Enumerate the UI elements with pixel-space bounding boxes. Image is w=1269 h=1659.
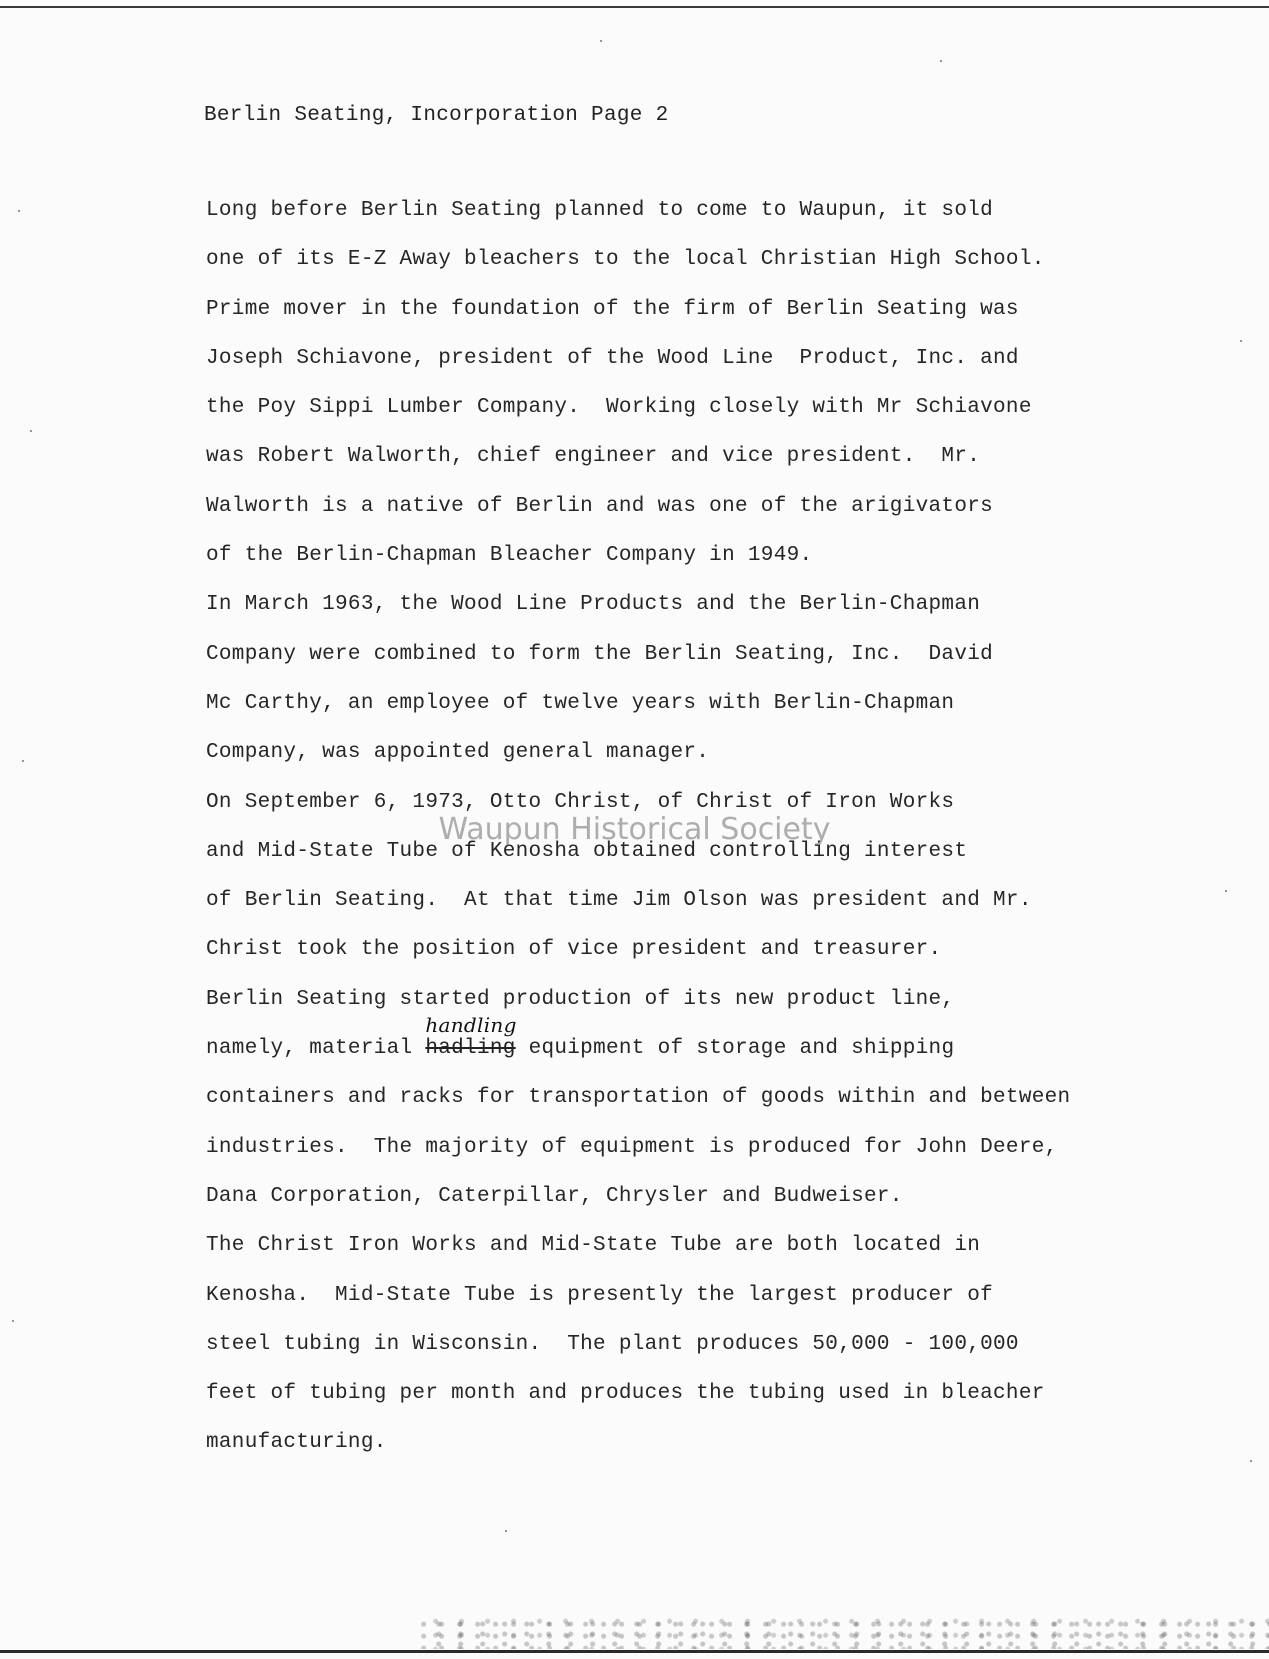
scan-speck [22, 760, 24, 762]
text-line: Prime mover in the foundation of the firm of Berlin Seating was [206, 297, 1019, 321]
line-segment-after: equipment of storage and shipping [515, 1037, 955, 1061]
top-edge-rule [0, 6, 1269, 8]
text-line: industries. The majority of equipment is produced for John Deere, [206, 1135, 1058, 1159]
text-line: Company were combined to form the Berlin Seating, Inc. David [206, 642, 994, 666]
text-line: Dana Corporation, Caterpillar, Chrysler and Budweiser. [206, 1184, 903, 1208]
text-line: Company, was appointed general manager. [206, 741, 710, 765]
text-line: manufacturing. [206, 1431, 387, 1455]
text-line: and Mid-State Tube of Kenosha obtained controlling interest [206, 839, 968, 863]
scan-speck [505, 1530, 507, 1532]
bottom-edge-rule [0, 1650, 1269, 1653]
scan-speck [1240, 340, 1242, 342]
text-line: Long before Berlin Seating planned to come to Waupun, it sold [206, 199, 994, 222]
watermark: Waupun Historical Society [438, 812, 831, 847]
handwritten-correction: handling [425, 1013, 517, 1038]
page-header: Berlin Seating, Incorporation Page 2 [204, 104, 669, 127]
scan-speck [30, 430, 32, 432]
scan-speck [1225, 890, 1227, 892]
text-line: containers and racks for transportation of goods within and between [206, 1086, 1071, 1110]
text-line: one of its E-Z Away bleachers to the local Christian High School. [206, 248, 1045, 272]
text-line: Walworth is a native of Berlin and was one of the arigivators [206, 494, 994, 518]
text-line: Mc Carthy, an employee of twelve years with Berlin-Chapman [206, 691, 955, 715]
scan-speck [18, 210, 20, 212]
struck-word-text: hadling [425, 1037, 516, 1061]
text-line: the Poy Sippi Lumber Company. Working closely with Mr Schiavone [206, 396, 1032, 420]
struck-word [425, 1013, 517, 1061]
scan-noise [420, 1617, 1269, 1649]
text-line-handling-correction [206, 1013, 1166, 1086]
text-line: On September 6, 1973, Otto Christ, of Christ of Iron Works [206, 790, 955, 814]
scan-speck [600, 40, 602, 42]
line-segment-before: namely, material [206, 1037, 426, 1061]
scan-speck [940, 60, 942, 62]
text-line: of the Berlin-Chapman Bleacher Company in 1949. [206, 544, 813, 568]
text-line: Berlin Seating started production of its new product line, [206, 987, 955, 1011]
text-line: Christ took the position of vice president and treasurer. [206, 938, 942, 962]
scan-speck [12, 1320, 14, 1322]
text-line: The Christ Iron Works and Mid-State Tube are both located in [206, 1234, 981, 1258]
scan-speck [1250, 1460, 1252, 1462]
text-line: Joseph Schiavone, president of the Wood Line Product, Inc. and [206, 346, 1019, 370]
text-line: was Robert Walworth, chief engineer and vice president. Mr. [206, 445, 981, 469]
text-line: of Berlin Seating. At that time Jim Olson was president and Mr. [206, 889, 1032, 913]
text-line: Kenosha. Mid-State Tube is presently the largest producer of [206, 1283, 994, 1307]
text-line: feet of tubing per month and produces the tubing used in bleacher [206, 1382, 1045, 1406]
text-line: steel tubing in Wisconsin. The plant produces 50,000 - 100,000 [206, 1332, 1019, 1356]
text-line: In March 1963, the Wood Line Products and the Berlin-Chapman [206, 593, 981, 617]
